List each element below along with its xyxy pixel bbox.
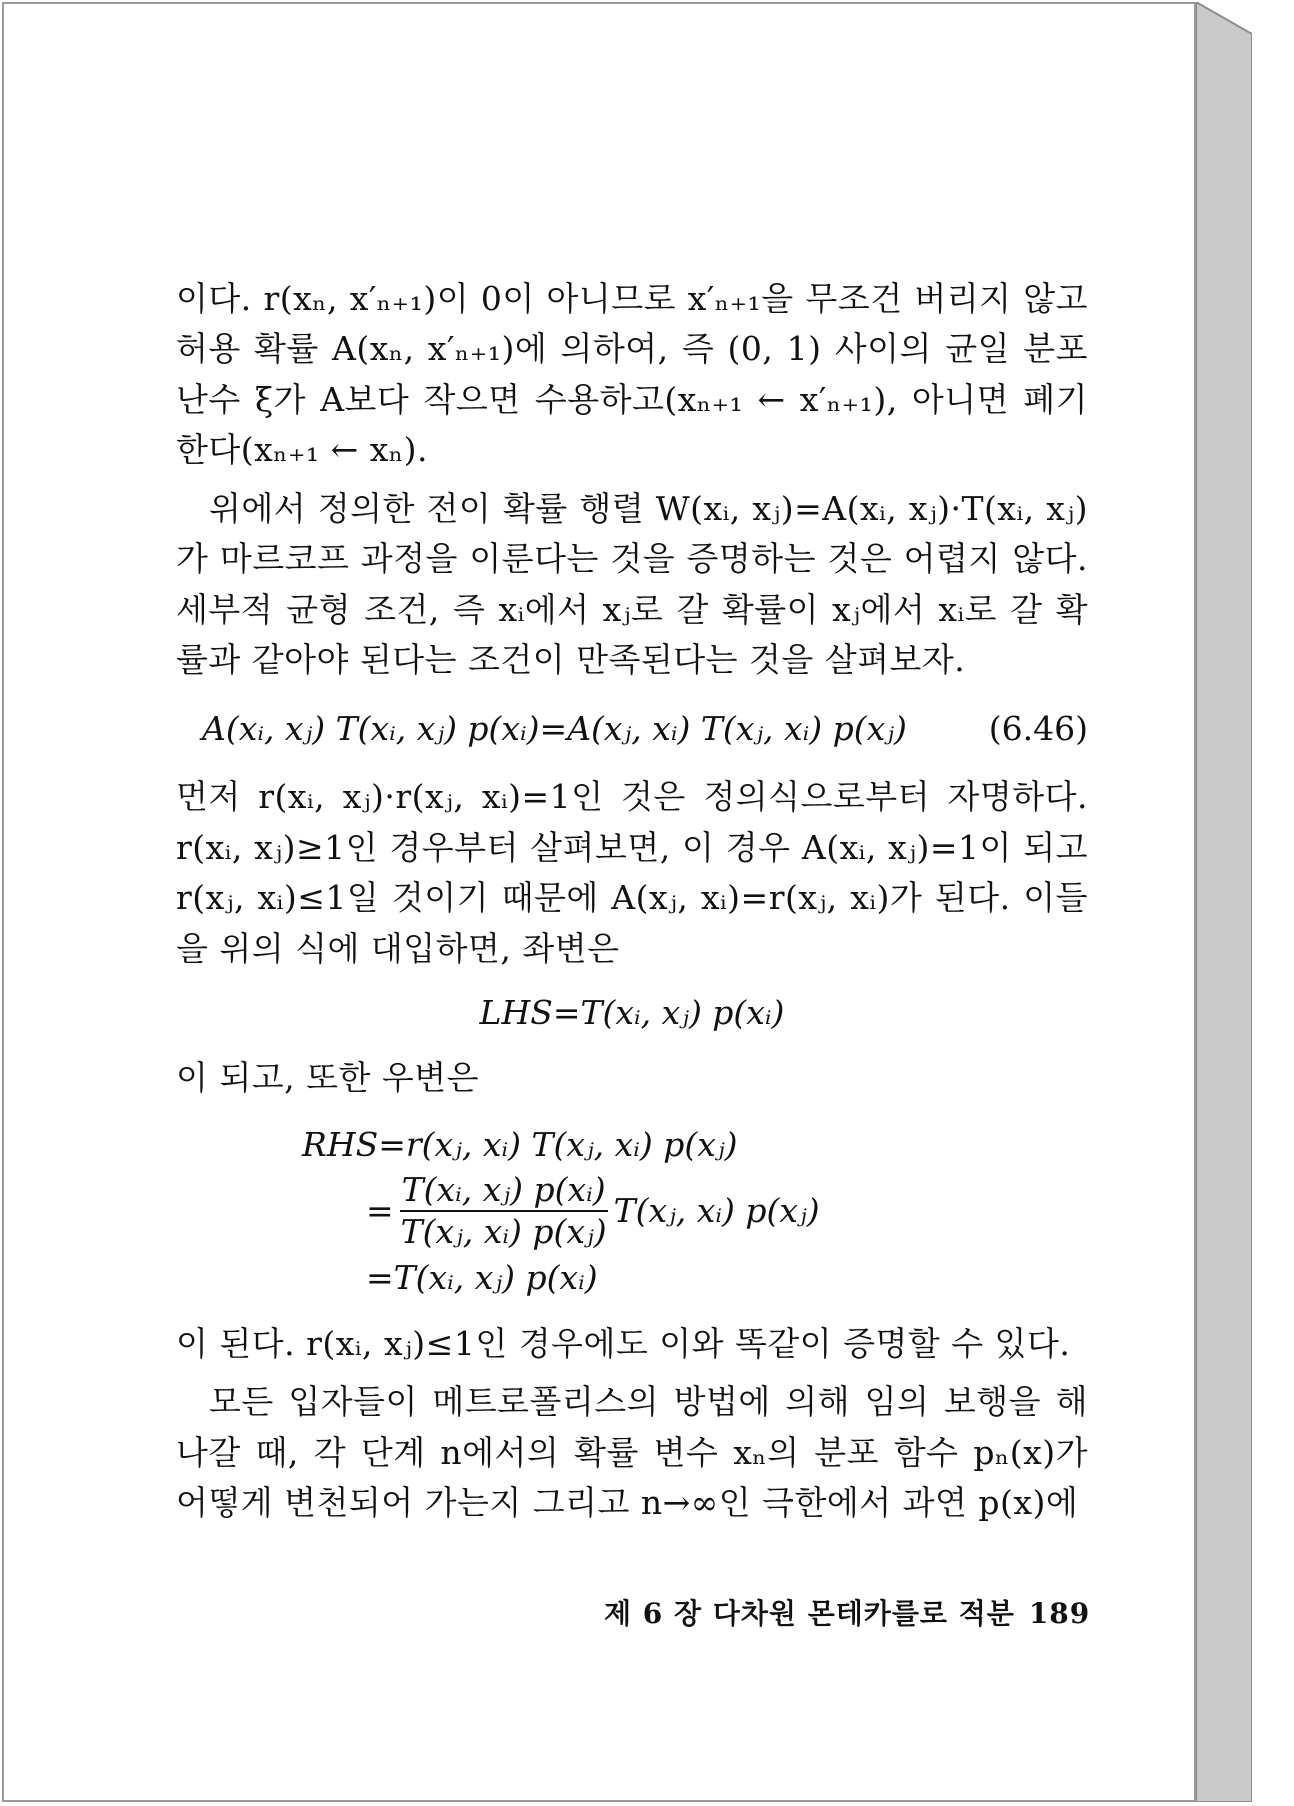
page-body [176, 274, 1088, 1529]
paragraph-6: 모든 입자들이 메트로폴리스의 방법에 의해 임의 보행을 해 나갈 때, 각 단계 n에서의 확률 변수 xₙ의 분포 함수 pₙ(x)가 어떻게 변천되어 가는지 그리고 n→∞인 극한에서 과연 p(x)에 [176, 1382, 1088, 1523]
equation-number: (6.46) [988, 708, 1088, 748]
rhs-line-2 [302, 1170, 1088, 1251]
book-page [2, 2, 1196, 1802]
book-edge-shading [1196, 2, 1252, 1802]
paragraph-2: 위에서 정의한 전이 확률 행렬 W(xᵢ, xⱼ)=A(xᵢ, xⱼ)·T(xᵢ, xⱼ)가 마르코프 과정을 이룬다는 것을 증명하는 것은 어렵지 않다. 세부적 균형 조건, 즉 xᵢ에서 xⱼ로 갈 확률이 xⱼ에서 xᵢ로 갈 확률과 같아야 된다는 조건이 만족된다는 것을 살펴보자. [176, 488, 1088, 680]
rhs-line-2-equals: = [366, 1191, 394, 1231]
page-footer [604, 1592, 1091, 1632]
fraction-denominator: T(xⱼ, xᵢ) p(xⱼ) [400, 1212, 607, 1251]
book-edge [1196, 2, 1252, 1802]
equation-6-46 [176, 704, 1088, 754]
fraction-numerator: T(xᵢ, xⱼ) p(xᵢ) [400, 1170, 608, 1212]
footer-chapter-title: 제 6 장 다차원 몬테카를로 적분 [604, 1597, 1015, 1630]
rhs-line-2-suffix: T(xⱼ, xᵢ) p(xⱼ) [613, 1191, 820, 1231]
paragraph-3: 먼저 r(xᵢ, xⱼ)·r(xⱼ, xᵢ)=1인 것은 정의식으로부터 자명하다. r(xᵢ, xⱼ)≥1인 경우부터 살펴보면, 이 경우 A(xᵢ, xⱼ)=1이 되고 r(xⱼ, xᵢ)≤1일 것이기 때문에 A(xⱼ, xᵢ)=r(xⱼ, xᵢ)가 된다. 이들을 위의 식에 대입하면, 좌변은 [176, 777, 1088, 968]
page-number: 189 [1028, 1597, 1091, 1630]
rhs-derivation [302, 1119, 1088, 1302]
rhs-line-3: =T(xᵢ, xⱼ) p(xᵢ) [366, 1257, 598, 1297]
lhs-equation: LHS=T(xᵢ, xⱼ) p(xᵢ) [479, 993, 785, 1033]
equation-6-46-body: A(xᵢ, xⱼ) T(xᵢ, xⱼ) p(xᵢ)=A(xⱼ, xᵢ) T(xⱼ, xᵢ) p(xⱼ) [202, 708, 907, 748]
paragraph-5: 이 된다. r(xᵢ, xⱼ)≤1인 경우에도 이와 똑같이 증명할 수 있다. [176, 1323, 1071, 1363]
paragraph-1: 이다. r(xₙ, x′ₙ₊₁)이 0이 아니므로 x′ₙ₊₁을 무조건 버리지 않고 허용 확률 A(xₙ, x′ₙ₊₁)에 의하여, 즉 (0, 1) 사이의 균일 분포 난수 ξ가 A보다 작으면 수용하고(xₙ₊₁ ← x′ₙ₊₁), 아니면 폐기한다(xₙ₊₁ ← xₙ). [176, 279, 1088, 470]
paragraph-4: 이 되고, 또한 우변은 [176, 1057, 479, 1097]
rhs-line-1: RHS=r(xⱼ, xᵢ) T(xⱼ, xᵢ) p(xⱼ) [302, 1125, 738, 1165]
fraction [400, 1170, 608, 1251]
